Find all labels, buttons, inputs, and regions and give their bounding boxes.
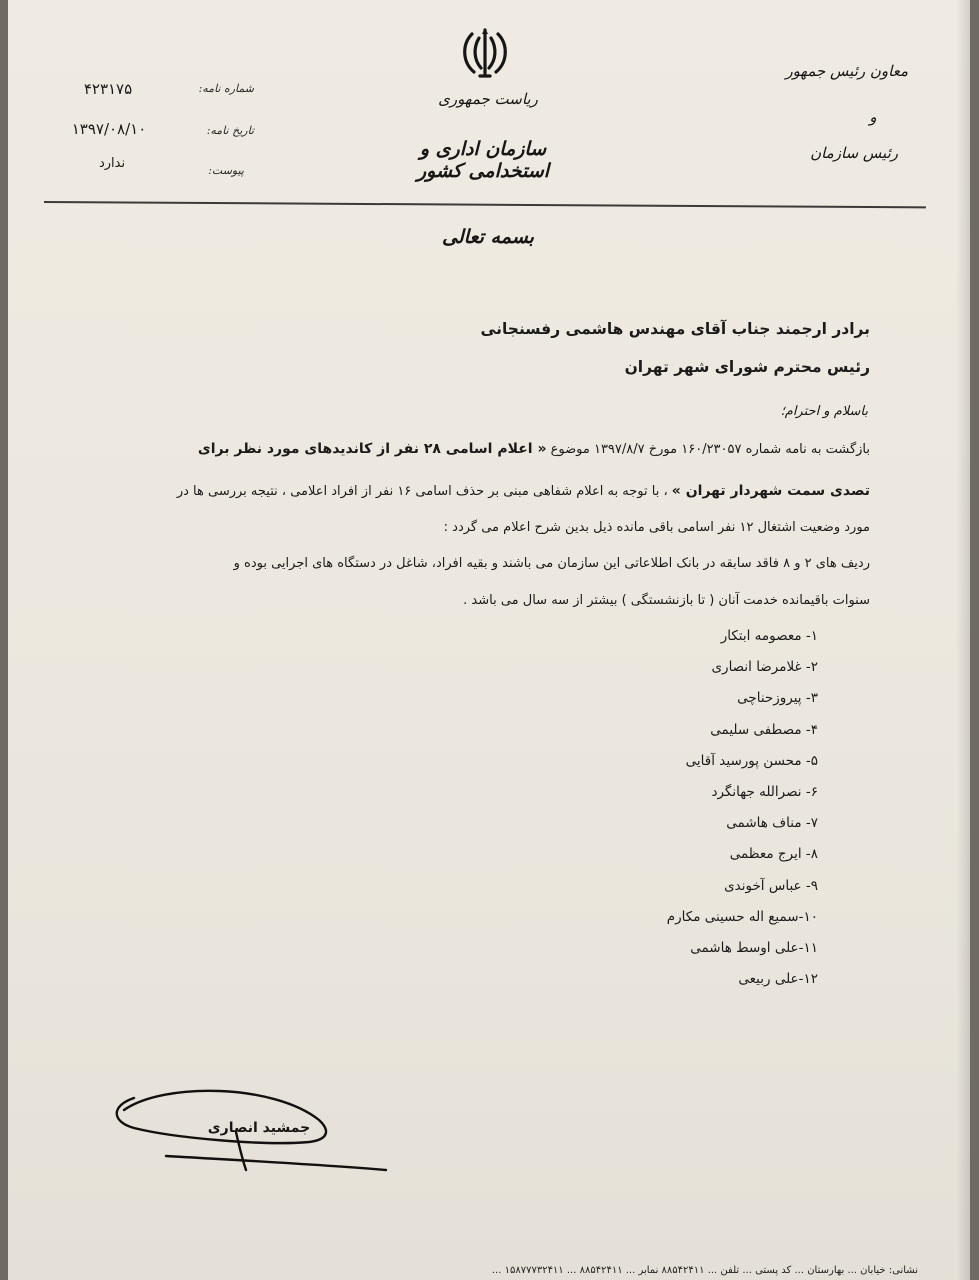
body-line-2: [88, 484, 870, 498]
invocation: بسمه تعالی: [442, 226, 534, 248]
body-line-2-a: تصدی سمت شهردار تهران »: [671, 483, 870, 499]
list-item: ۴- مصطفی سلیمی: [710, 721, 818, 738]
body-line-4: ردیف های ۲ و ۸ فاقد سابقه در بانک اطلاعاتی این سازمان می باشند و بقیه افراد، شاغل در دستگاه های اجرایی بوده و: [233, 556, 870, 571]
letter-number-value: ۴۲۳۱۷۵: [83, 80, 133, 98]
attachment-label: پیوست:: [208, 164, 244, 177]
signatory-name: جمشید انصاری: [207, 1120, 311, 1136]
body-line-2-b: ، با توجه به اعلام شفاهی مبنی بر حذف اسامی ۱۶ نفر از افراد اعلامی ، نتیجه بررسی ها در: [176, 484, 668, 499]
recipient-line-1: برادر ارجمند جناب آقای مهندس هاشمی رفسنجانی: [480, 320, 870, 338]
body-line-1-a: بازگشت به نامه شماره ۱۶۰/۲۳۰۵۷ مورخ ۱۳۹۷/۸/۷ موضوع: [550, 442, 870, 457]
letter-date-label: تاریخ نامه:: [206, 124, 254, 137]
list-item: ۱۰-سمیع اله حسینی مکارم: [666, 908, 818, 925]
list-item: ۶- نصرالله جهانگرد: [711, 783, 818, 800]
letter-date-value: ۱۳۹۷/۰۸/۱۰: [71, 120, 147, 138]
attachment-value: ندارد: [98, 156, 126, 171]
footer-address: نشانی: خیابان ... بهارستان ... کد پستی ... تلفن ... ۸۸۵۴۲۴۱۱ نمابر ... ۸۸۵۴۲۴۱۱ ... ۱۵۸۷۷۷۳۲۴۱۱ ...: [491, 1265, 918, 1276]
recipient-line-2: رئیس محترم شورای شهر تهران: [624, 358, 870, 376]
iran-emblem-icon: [460, 26, 510, 80]
letter-page: [8, 0, 970, 1280]
body-line-3: مورد وضعیت اشتغال ۱۲ نفر اسامی باقی مانده ذیل بدین شرح اعلام می گردد :: [443, 520, 870, 535]
body-line-1-b: « اعلام اسامی ۲۸ نفر از کاندیدهای مورد نظر برای: [197, 441, 547, 457]
list-item: ۹- عباس آخوندی: [724, 877, 818, 894]
list-item: ۱- معصومه ابتکار: [720, 628, 818, 644]
body-line-5: سنوات باقیمانده خدمت آنان ( تا بازنشستگی ) بیشتر از سه سال می باشد .: [463, 593, 870, 608]
list-item: ۷- مناف هاشمی: [726, 815, 818, 832]
letter-number-label: شماره نامه:: [198, 82, 254, 95]
vp-conjunction: و: [869, 108, 877, 126]
list-item: ۲- غلامرضا انصاری: [711, 659, 818, 676]
org-top-title: ریاست جمهوری: [438, 90, 538, 108]
list-item: ۵- محسن پورسید آقایی: [685, 752, 818, 769]
names-list: [568, 628, 818, 1002]
list-item: ۳- پیروزحناچی: [737, 690, 818, 707]
list-item: ۸- ایرج معظمی: [729, 846, 818, 863]
list-item: ۱۱-علی اوسط هاشمی: [690, 939, 818, 956]
body-line-1: [88, 442, 870, 456]
org-head-title: رئیس سازمان: [810, 144, 898, 162]
list-item: ۱۲-علی ربیعی: [738, 971, 818, 988]
header-divider: [44, 201, 926, 208]
org-main-title: سازمان اداری و استخدامی کشور: [416, 138, 550, 182]
greeting: باسلام و احترام؛: [780, 404, 868, 419]
vp-title: معاون رئیس جمهور: [785, 62, 908, 80]
